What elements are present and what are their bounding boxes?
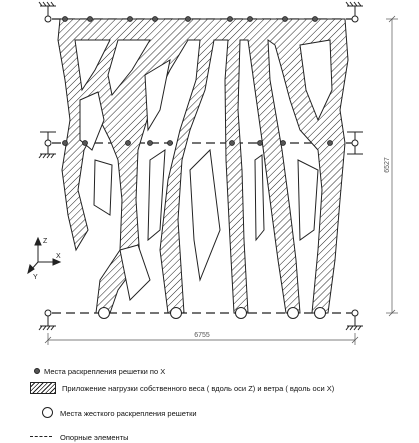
restraint-dot xyxy=(128,17,133,22)
restraint-dot xyxy=(126,141,131,146)
rigid-restraint-circle xyxy=(315,308,326,319)
legend-text: Места раскрепления решетки по X xyxy=(44,366,166,376)
rigid-restraint-circle xyxy=(171,308,182,319)
restraint-dot xyxy=(281,141,286,146)
rigid-restraint-circle xyxy=(236,308,247,319)
axis-y-label: Y xyxy=(33,274,38,281)
restraint-dot-icon xyxy=(30,365,44,377)
height-dimension-label: 6527 xyxy=(384,157,391,173)
restraint-dot xyxy=(63,141,68,146)
restraint-dot xyxy=(186,17,191,22)
legend xyxy=(0,355,419,443)
width-dimension-label: 6755 xyxy=(194,332,210,339)
support-mid-left xyxy=(39,132,56,158)
legend-text: Приложение нагрузки собственного веса ( вдоль оси Z) и ветра ( вдоль оси X) xyxy=(62,383,335,393)
lattice-strand-9 xyxy=(298,160,318,240)
restraint-dot xyxy=(153,17,158,22)
restraint-dot xyxy=(83,141,88,146)
rigid-restraint-circle xyxy=(288,308,299,319)
restraint-dot xyxy=(230,141,235,146)
restraint-dot xyxy=(328,141,333,146)
restraint-dot xyxy=(63,17,68,22)
dimension-height xyxy=(384,16,398,316)
axis-triad xyxy=(28,238,61,281)
restraint-dot xyxy=(313,17,318,22)
lattice-strand-7 xyxy=(190,150,220,280)
hatch-icon xyxy=(30,382,56,394)
lattice-strand-11 xyxy=(255,155,264,240)
circle-icon xyxy=(40,407,60,419)
supports-right xyxy=(346,2,363,330)
axis-z-label: Z xyxy=(43,238,48,245)
legend-item-rigid xyxy=(40,407,197,419)
supports-left xyxy=(39,2,56,330)
restraint-dot xyxy=(88,17,93,22)
lattice-strand-5 xyxy=(94,160,112,215)
legend-item-load xyxy=(30,382,334,394)
restraint-dot xyxy=(228,17,233,22)
dash-line-icon xyxy=(30,431,60,443)
dimension-width xyxy=(45,332,358,345)
legend-text: Опорные элементы xyxy=(60,432,129,442)
lattice-members xyxy=(58,19,348,313)
restraint-dot xyxy=(148,141,153,146)
restraint-dot xyxy=(248,17,253,22)
legend-text: Места жесткого раскрепления решетки xyxy=(60,408,197,418)
restraint-dot xyxy=(283,17,288,22)
axis-x-label: X xyxy=(56,253,61,260)
lattice-strand-10 xyxy=(120,245,150,300)
legend-item-supports xyxy=(30,431,129,443)
legend-item-restraint-x xyxy=(30,365,165,377)
rigid-restraint-circle xyxy=(99,308,110,319)
restraint-dot xyxy=(258,141,263,146)
restraint-dot xyxy=(168,141,173,146)
